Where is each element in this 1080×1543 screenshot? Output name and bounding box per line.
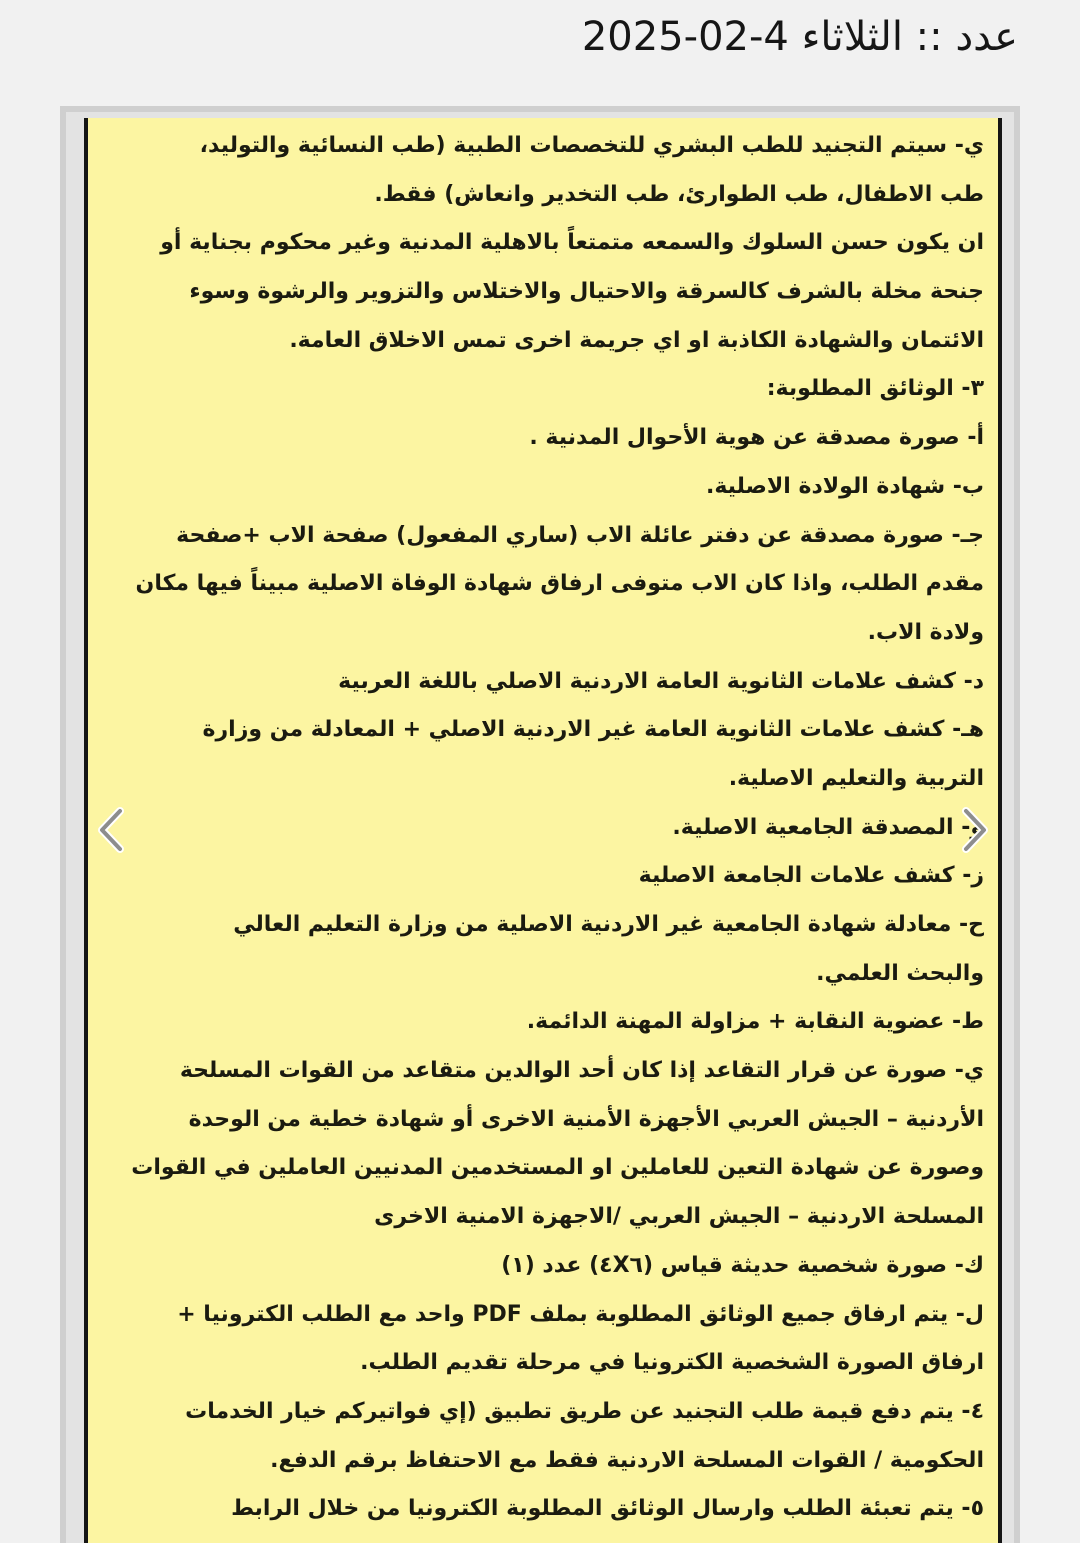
text-line: وصورة عن شهادة التعين للعاملين او المستخدمين المدنيين العاملين في القوات: [131, 1155, 984, 1181]
text-line: الائتمان والشهادة الكاذبة او اي جريمة اخرى تمس الاخلاق العامة.: [289, 327, 984, 353]
text-line: ارفاق الصورة الشخصية الكترونيا في مرحلة تقديم الطلب.: [360, 1350, 984, 1376]
text-line: و- المصدقة الجامعية الاصلية.: [672, 814, 984, 840]
text-line: ي- صورة عن قرار التقاعد إذا كان أحد الوالدين متقاعد من القوات المسلحة: [179, 1058, 984, 1084]
text-line: ب- شهادة الولادة الاصلية.: [705, 473, 984, 499]
text-line: ٥- يتم تعبئة الطلب وارسال الوثائق المطلوبة الكترونيا من خلال الرابط: [231, 1496, 984, 1522]
document-page: [84, 118, 1002, 1543]
text-line: والبحث العلمي.: [816, 960, 984, 986]
text-line: ط- عضوية النقابة + مزاولة المهنة الدائمة.: [526, 1009, 984, 1035]
page-title: عدد :: الثلاثاء 4-02-2025: [581, 14, 1018, 60]
text-line: الأردنية – الجيش العربي الأجهزة الأمنية الاخرى أو شهادة خطية من الوحدة: [188, 1106, 984, 1132]
document-text: [96, 122, 984, 1534]
chevron-left-icon: [96, 805, 126, 855]
text-line: طب الاطفال، طب الطوارئ، طب التخدير وانعاش) فقط.: [374, 181, 984, 207]
text-line: جـ- صورة مصدقة عن دفتر عائلة الاب (ساري المفعول) صفحة الاب +صفحة: [176, 522, 984, 548]
text-line: ولادة الاب.: [867, 619, 984, 645]
text-line: هـ- كشف علامات الثانوية العامة غير الاردنية الاصلي + المعادلة من وزارة: [202, 717, 984, 743]
text-line: ٣- الوثائق المطلوبة:: [766, 376, 984, 402]
text-line: المسلحة الاردنية – الجيش العربي /الاجهزة الامنية الاخرى: [374, 1204, 984, 1230]
next-image-button[interactable]: [952, 800, 998, 860]
text-line: مقدم الطلب، واذا كان الاب متوفى ارفاق شهادة الوفاة الاصلية مبيناً فيها مكان: [135, 571, 984, 597]
text-line: الحكومية / القوات المسلحة الاردنية فقط مع الاحتفاظ برقم الدفع.: [270, 1447, 984, 1473]
text-line: ح- معادلة شهادة الجامعية غير الاردنية الاصلية من وزارة التعليم العالي: [233, 912, 984, 937]
text-line: د- كشف علامات الثانوية العامة الاردنية الاصلي باللغة العربية: [338, 668, 984, 694]
chevron-right-icon: [960, 805, 990, 855]
text-line: ك- صورة شخصية حديثة قياس (٤X٦) عدد (١): [501, 1252, 984, 1278]
text-line: ي- سيتم التجنيد للطب البشري للتخصصات الطبية (طب النسائية والتوليد،: [199, 133, 984, 158]
text-line: ٤- يتم دفع قيمة طلب التجنيد عن طريق تطبيق (إي فواتيركم خيار الخدمات: [185, 1398, 984, 1424]
text-line: جنحة مخلة بالشرف كالسرقة والاحتيال والاختلاس والتزوير والرشوة وسوء: [189, 279, 984, 305]
text-line: التربية والتعليم الاصلية.: [728, 765, 984, 791]
text-line: ز- كشف علامات الجامعة الاصلية: [638, 863, 984, 889]
header-bar: [0, 0, 1080, 100]
text-line: أ- صورة مصدقة عن هوية الأحوال المدنية .: [529, 425, 984, 451]
text-line: ان يكون حسن السلوك والسمعه متمتعاً بالاهلية المدنية وغير محكوم بجناية أو: [160, 230, 984, 256]
text-line: ل- يتم ارفاق جميع الوثائق المطلوبة بملف PDF واحد مع الطلب الكترونيا +: [177, 1301, 984, 1327]
previous-image-button[interactable]: [88, 800, 134, 860]
